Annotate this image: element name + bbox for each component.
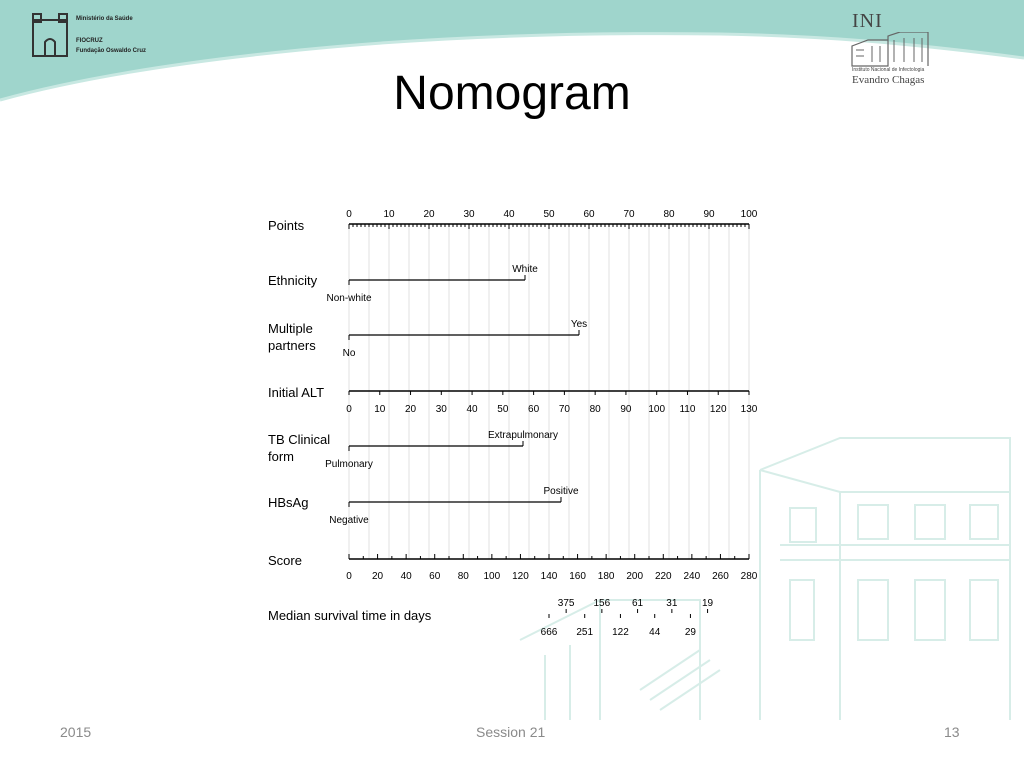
tick-label: 20 [372,571,384,582]
tick-label: 100 [648,404,666,415]
tick-label: 40 [503,209,515,220]
slide-title: Nomogram [393,67,631,120]
survival-label: 666 [540,627,558,638]
tick-label: 40 [466,404,478,415]
row-label-multiple-partners: partners [268,338,316,353]
survival-label: 44 [649,627,661,638]
row-label-score: Score [268,553,302,568]
tick-label: 260 [712,571,729,582]
tick-label: 70 [558,404,570,415]
tick-label: 30 [463,209,475,220]
tick-label: 10 [383,209,395,220]
level-label-extrapulmonary: Extrapulmonary [487,430,559,441]
tick-label: 0 [346,404,352,415]
survival-label: 19 [702,598,714,609]
tick-label: 90 [703,209,715,220]
level-label-no: No [342,348,356,359]
level-label-negative: Negative [329,515,369,526]
row-label-tb-clinical-form: TB Clinical [268,432,331,447]
level-label-yes: Yes [570,319,588,330]
tick-label: 0 [346,571,352,582]
tick-label: 0 [346,209,352,220]
tick-label: 40 [400,571,412,582]
tick-label: 180 [597,571,615,582]
tick-label: 100 [740,209,758,220]
row-label-tb-clinical-form: form [268,449,294,464]
tick-label: 20 [404,404,417,415]
row-label-hbsag: HBsAg [268,495,309,510]
survival-label: 375 [557,598,575,609]
row-label-multiple-partners: Multiple [268,321,313,336]
level-label-pulmonary: Pulmonary [325,459,373,470]
ministry-name: Ministério da Saúde [76,16,133,22]
row-label-points: Points [268,218,305,233]
level-label-positive: Positive [543,486,579,497]
survival-label: 61 [632,598,644,609]
tick-label: 30 [435,404,447,415]
tick-label: 220 [654,571,672,582]
tick-label: 110 [679,404,696,415]
survival-label: 29 [684,627,696,638]
row-label-initial-alt: Initial ALT [268,385,325,400]
tick-label: 50 [543,209,555,220]
survival-label: 122 [612,627,629,638]
fiocruz-name: FIOCRUZ [76,38,103,44]
row-label-ethnicity: Ethnicity [268,273,318,288]
tick-label: 60 [528,404,540,415]
level-label-non-white: Non-white [326,293,372,304]
tick-label: 280 [740,571,758,582]
footer-session: Session 21 [476,724,546,740]
tick-label: 120 [512,571,529,582]
tick-label: 240 [683,571,701,582]
ini-evandro-chagas: Evandro Chagas [852,74,925,86]
ini-acronym: INI [852,10,883,32]
survival-label: 156 [593,598,611,609]
row-label-median-survival-time-in-days: Median survival time in days [268,608,432,623]
tick-label: 80 [663,209,675,220]
tick-label: 10 [374,404,386,415]
tick-label: 130 [740,404,758,415]
tick-label: 60 [429,571,441,582]
tick-label: 200 [626,571,644,582]
ini-full-name: Instituto Nacional de Infectologia [852,67,925,73]
tick-label: 80 [457,571,469,582]
tick-label: 60 [583,209,595,220]
foundation-name: Fundação Oswaldo Cruz [76,48,147,54]
tick-label: 50 [497,404,509,415]
tick-label: 140 [540,571,558,582]
survival-label: 251 [576,627,594,638]
level-label-white: White [512,264,538,275]
tick-label: 20 [423,209,435,220]
footer-page-number: 13 [944,724,960,740]
tick-label: 80 [589,404,601,415]
tick-label: 100 [483,571,501,582]
tick-label: 70 [623,209,635,220]
footer-year: 2015 [60,724,92,740]
tick-label: 90 [620,404,632,415]
tick-label: 160 [569,571,586,582]
survival-label: 31 [666,598,678,609]
tick-label: 120 [709,404,727,415]
